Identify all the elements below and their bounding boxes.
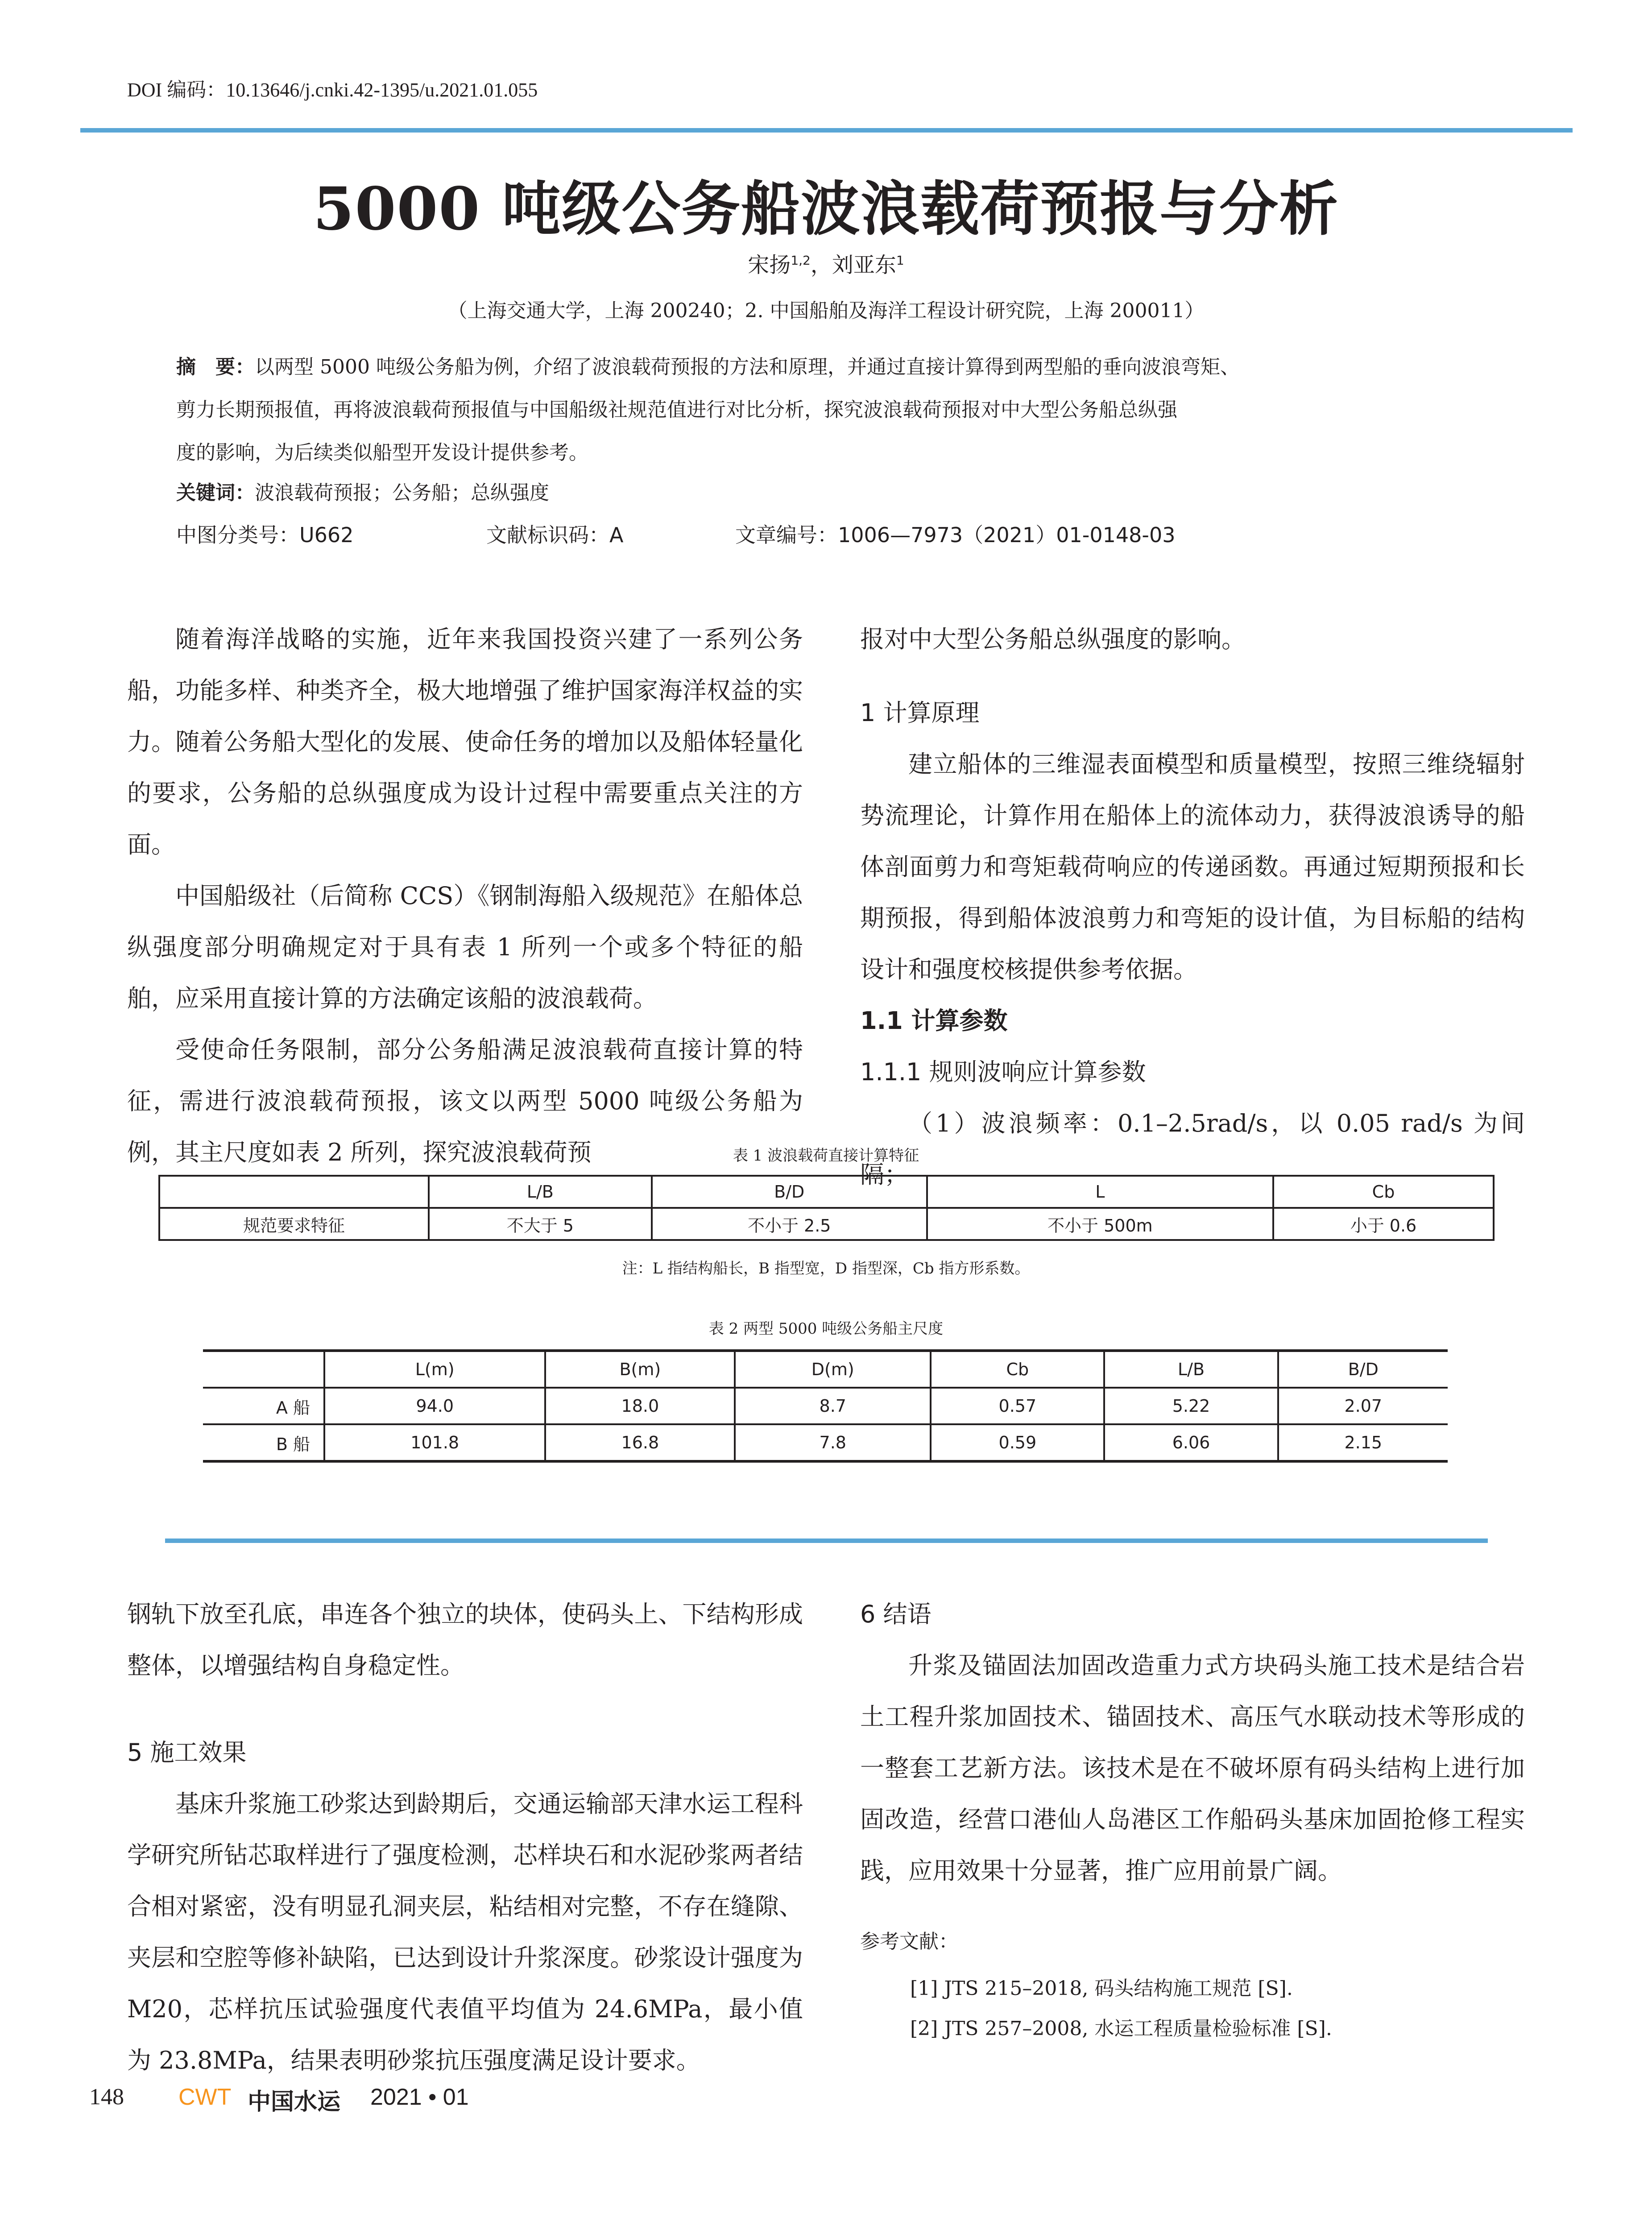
table-row bbox=[203, 1351, 1448, 1388]
table-cell: 94.0 bbox=[324, 1388, 545, 1424]
table-cell: Cb bbox=[1273, 1176, 1494, 1208]
abstract-line-1: 以两型 5000 吨级公务船为例，介绍了波浪载荷预报的方法和原理，并通过直接计算得到两型船的垂向波浪弯矩、 bbox=[255, 356, 1240, 378]
table-cell: L(m) bbox=[324, 1351, 545, 1388]
keywords-text: 波浪载荷预报；公务船；总纵强度 bbox=[255, 481, 549, 504]
table-cell: B/D bbox=[652, 1176, 927, 1208]
table-cell: 8.7 bbox=[735, 1388, 931, 1424]
left-column bbox=[127, 614, 803, 1178]
table-cell: 0.59 bbox=[931, 1424, 1104, 1461]
paragraph: 受使命任务限制，部分公务船满足波浪载荷直接计算的特征，需进行波浪载荷预报，该文以两型 5000 吨级公务船为例，其主尺度如表 2 所列，探究波浪载荷预 bbox=[127, 1036, 803, 1166]
section-heading: 5 施工效果 bbox=[127, 1738, 247, 1767]
table-1-note: 注：L 指结构船长，B 指型宽，D 指型深，Cb 指方形系数。 bbox=[622, 1260, 1030, 1277]
issue-date: 2021 • 01 bbox=[370, 2084, 469, 2110]
table-cell: Cb bbox=[931, 1351, 1104, 1388]
table-cell: 7.8 bbox=[735, 1424, 931, 1461]
paragraph: 随着海洋战略的实施，近年来我国投资兴建了一系列公务船，功能多样、种类齐全，极大地增强了维护国家海洋权益的实力。随着公务船大型化的发展、使命任务的增加以及船体轻量化的要求，公务船的总纵强度成为设计过程中需要重点关注的方面。 bbox=[127, 625, 803, 858]
table-cell: 不小于 500m bbox=[927, 1208, 1273, 1240]
paragraph: 建立船体的三维湿表面模型和质量模型，按照三维绕辐射势流理论，计算作用在船体上的流体动力，获得波浪诱导的船体剖面剪力和弯矩载荷响应的传递函数。再通过短期预报和长期预报，得到船体波浪剪力和弯矩的设计值，为目标船的结构设计和强度校核提供参考依据。 bbox=[860, 750, 1525, 983]
table-cell: B(m) bbox=[545, 1351, 735, 1388]
table-2-caption: 表 2 两型 5000 吨级公务船主尺度 bbox=[708, 1320, 944, 1338]
table-cell: 不大于 5 bbox=[429, 1208, 652, 1240]
table-cell: 18.0 bbox=[545, 1388, 735, 1424]
keywords bbox=[176, 477, 549, 505]
table-cell bbox=[159, 1176, 429, 1208]
authors bbox=[0, 248, 1652, 278]
author-1: 宋扬 bbox=[748, 253, 791, 278]
header-rule bbox=[80, 128, 1573, 133]
doi-line: DOI 编码：10.13646/j.cnki.42-1395/u.2021.01.055 bbox=[127, 79, 538, 101]
keywords-label: 关键词： bbox=[176, 481, 255, 504]
abstract bbox=[176, 346, 1483, 474]
author-2-affil: 1 bbox=[896, 253, 904, 268]
references-title: 参考文献： bbox=[860, 1930, 958, 1953]
paragraph: 钢轨下放至孔底，串连各个独立的块体，使码头上、下结构形成整体，以增强结构自身稳定性。 bbox=[127, 1600, 803, 1679]
paragraph: 升浆及锚固法加固改造重力式方块码头施工技术是结合岩土工程升浆加固技术、锚固技术、高压气水联动技术等形成的一整套工艺新方法。该技术是在不破坏原有码头结构上进行加固改造，经营口港仙人岛港区工作船码头基床加固抢修工程实践，应用效果十分显著，推广应用前景广阔。 bbox=[860, 1651, 1525, 1885]
lower-right-column bbox=[860, 1588, 1525, 1896]
paragraph: 基床升浆施工砂浆达到龄期后，交通运输部天津水运工程科学研究所钻芯取样进行了强度检测，芯样块石和水泥砂浆两者结合相对紧密，没有明显孔洞夹层，粘结相对完整，不存在缝隙、夹层和空腔等修补缺陷，已达到设计升浆深度。砂浆设计强度为 M20，芯样抗压试验强度代表值平均值为 24.6MPa，最小值为 23.8MPa，结果表明砂浆抗压强度满足设计要求。 bbox=[127, 1790, 803, 2074]
right-column bbox=[860, 614, 1525, 1200]
section-divider bbox=[165, 1538, 1488, 1543]
paragraph: （1）波浪频率：0.1–2.5rad/s，以 0.05 rad/s 为间隔； bbox=[860, 1109, 1525, 1189]
table-cell: D(m) bbox=[735, 1351, 931, 1388]
table-cell: 规范要求特征 bbox=[159, 1208, 429, 1240]
reference-item: [2] JTS 257–2008, 水运工程质量检验标准 [S]. bbox=[910, 2017, 1332, 2040]
journal-logo: CWT bbox=[178, 2084, 232, 2110]
table-cell: 不小于 2.5 bbox=[652, 1208, 927, 1240]
page-number: 148 bbox=[89, 2084, 124, 2110]
table-row bbox=[203, 1388, 1448, 1424]
table-cell: 2.07 bbox=[1278, 1388, 1448, 1424]
table-cell: B/D bbox=[1278, 1351, 1448, 1388]
table-2 bbox=[203, 1349, 1448, 1463]
journal-name: 中国水运 bbox=[248, 2089, 341, 2115]
table-cell: 小于 0.6 bbox=[1273, 1208, 1494, 1240]
table-cell: L/B bbox=[429, 1176, 652, 1208]
subsection-heading: 1.1 计算参数 bbox=[860, 1007, 1008, 1035]
paragraph: 中国船级社（后简称 CCS）《钢制海船入级规范》在船体总纵强度部分明确规定对于具有表 1 所列一个或多个特征的船舶，应采用直接计算的方法确定该船的波浪载荷。 bbox=[127, 882, 803, 1012]
table-row bbox=[203, 1424, 1448, 1461]
table-cell: 2.15 bbox=[1278, 1424, 1448, 1461]
abstract-line-3: 度的影响，为后续类似船型开发设计提供参考。 bbox=[176, 441, 588, 464]
lower-left-column bbox=[127, 1588, 803, 2086]
paragraph: 报对中大型公务船总纵强度的影响。 bbox=[860, 625, 1246, 653]
article-number: 文章编号：1006—7973（2021）01-0148-03 bbox=[735, 523, 1176, 547]
subsubsection-heading: 1.1.1 规则波响应计算参数 bbox=[860, 1058, 1146, 1086]
document-code: 文献标识码：A bbox=[486, 523, 624, 547]
paper-title: 5000 吨级公务船波浪载荷预报与分析 bbox=[313, 174, 1339, 244]
author-2: 刘亚东 bbox=[832, 253, 896, 278]
table-cell: A 船 bbox=[203, 1388, 324, 1424]
affiliation: （上海交通大学，上海 200240；2. 中国船舶及海洋工程设计研究院，上海 200011） bbox=[447, 299, 1205, 322]
table-cell: B 船 bbox=[203, 1424, 324, 1461]
table-cell: 0.57 bbox=[931, 1388, 1104, 1424]
table-cell: 16.8 bbox=[545, 1424, 735, 1461]
abstract-label: 摘 要： bbox=[176, 356, 255, 378]
section-heading: 6 结语 bbox=[860, 1600, 932, 1628]
table-cell: L/B bbox=[1104, 1351, 1278, 1388]
author-1-affil: 1,2 bbox=[791, 253, 811, 268]
abstract-line-2: 剪力长期预报值，再将波浪载荷预报值与中国船级社规范值进行对比分析，探究波浪载荷预报对中大型公务船总纵强 bbox=[176, 398, 1177, 421]
author-separator: ， bbox=[810, 253, 832, 278]
reference-item: [1] JTS 215–2018, 码头结构施工规范 [S]. bbox=[910, 1977, 1293, 2000]
clc-number: 中图分类号：U662 bbox=[176, 523, 354, 547]
table-cell: 5.22 bbox=[1104, 1388, 1278, 1424]
table-cell: 101.8 bbox=[324, 1424, 545, 1461]
table-cell bbox=[203, 1351, 324, 1388]
section-heading: 1 计算原理 bbox=[860, 699, 980, 727]
table-row bbox=[159, 1208, 1494, 1240]
table-cell: L bbox=[927, 1176, 1273, 1208]
table-cell: 6.06 bbox=[1104, 1424, 1278, 1461]
table-1-caption: 表 1 波浪载荷直接计算特征 bbox=[733, 1147, 919, 1165]
table-1 bbox=[158, 1175, 1495, 1241]
table-row bbox=[159, 1176, 1494, 1208]
